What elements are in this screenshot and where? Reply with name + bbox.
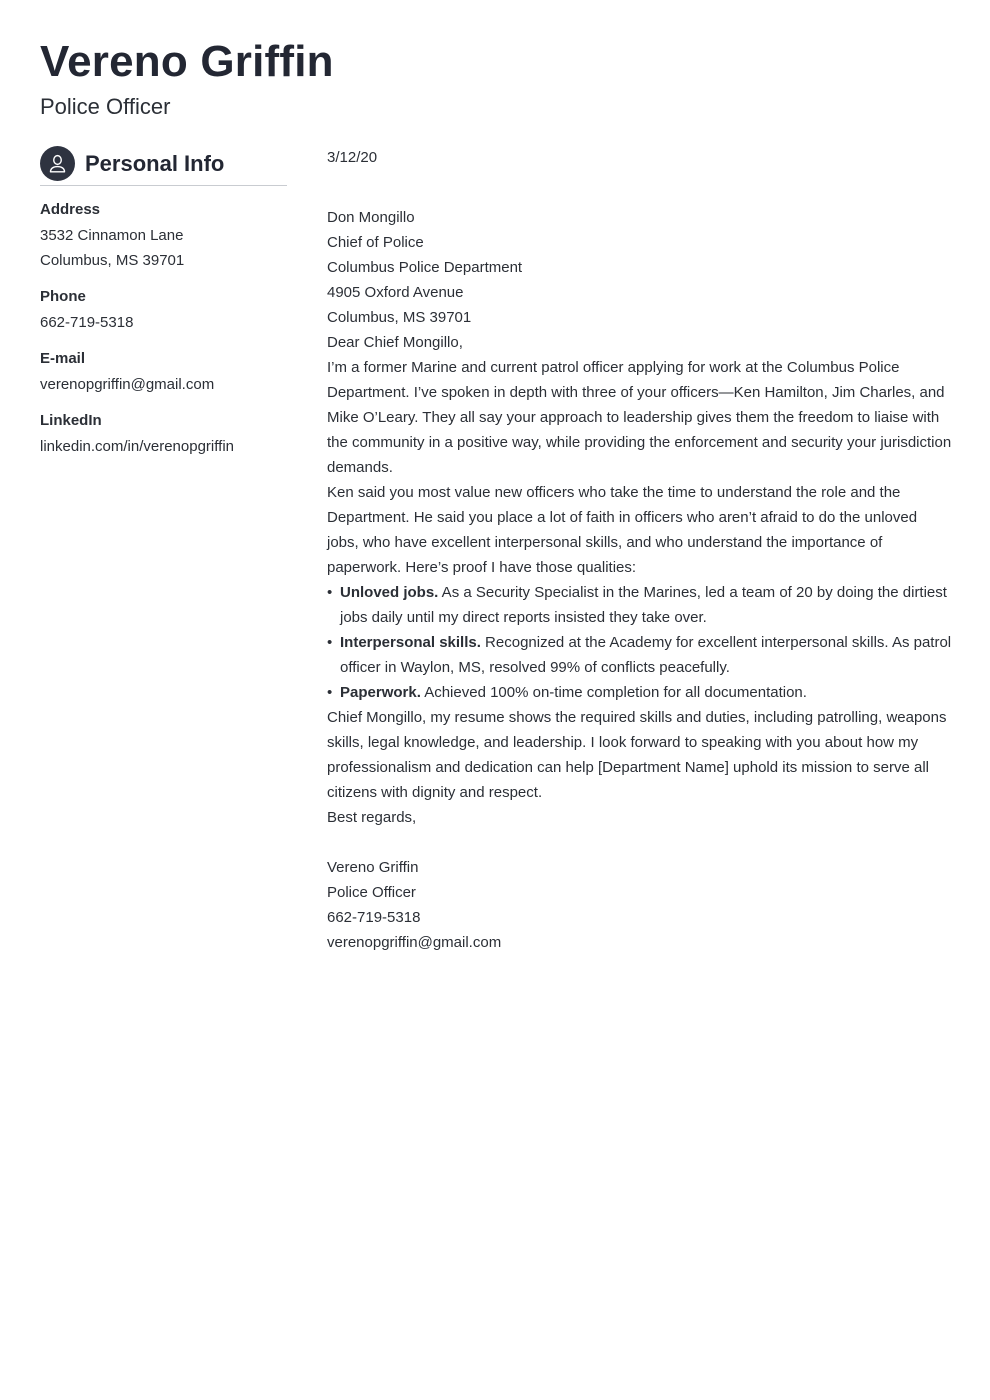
letter-date: 3/12/20 xyxy=(327,149,378,166)
section-title: Personal Info xyxy=(85,151,225,176)
paragraph-2: Ken said you most value new officers who take the time to understand the role and the Department. He said you place a lot of faith in officers who aren’t afraid to do the unloved jobs, who have excellent interpersonal skills, and who understand the importance of paperwork. Here’s proof I have those qualities: xyxy=(327,484,918,576)
address-line-1: 3532 Cinnamon Lane xyxy=(40,227,184,244)
bullet-marker: • xyxy=(327,684,333,701)
section-divider xyxy=(40,185,287,186)
salutation: Dear Chief Mongillo, xyxy=(327,334,463,351)
address-label: Address xyxy=(40,201,101,218)
phone-label: Phone xyxy=(40,288,86,305)
paragraph-1: I’m a former Marine and current patrol officer applying for work at the Columbus Police Department. I’ve spoken in depth with three of your officers—Ken Hamilton, Jim Charles, and Mike O’Leary. They all say your approach to leadership gives them the freedom to liaise with the community in a positive way, while providing the enforcement and security your jurisdiction demands. xyxy=(327,359,952,476)
bullet-marker: • xyxy=(327,584,333,601)
personal-info-heading xyxy=(40,146,287,181)
email-label: E-mail xyxy=(40,350,86,367)
address-line-2: Columbus, MS 39701 xyxy=(40,252,185,269)
recipient-name: Don Mongillo xyxy=(327,209,415,226)
recipient-organization: Columbus Police Department xyxy=(327,259,523,276)
phone-block xyxy=(40,287,287,335)
paragraph-3: Chief Mongillo, my resume shows the required skills and duties, including patrolling, weapons skills, legal knowledge, and leadership. I look forward to speaking with you about how my professionalism and dedication can help [Department Name] uphold its mission to serve all citizens with dignity and respect. xyxy=(327,709,947,801)
bullet-lead: Interpersonal skills. xyxy=(340,634,481,651)
bullet-marker: • xyxy=(327,634,333,651)
bullet-lead: Paperwork. xyxy=(340,684,421,701)
recipient-street: 4905 Oxford Avenue xyxy=(327,284,464,301)
linkedin-block xyxy=(40,411,287,459)
signature-phone: 662-719-5318 xyxy=(327,909,421,926)
person-icon xyxy=(40,146,75,181)
list-item xyxy=(327,630,952,680)
signature-name: Vereno Griffin xyxy=(327,859,419,876)
closing: Best regards, xyxy=(327,809,417,826)
recipient-city: Columbus, MS 39701 xyxy=(327,309,472,326)
qualities-list xyxy=(327,580,952,705)
email-value: verenopgriffin@gmail.com xyxy=(40,376,215,393)
linkedin-label: LinkedIn xyxy=(40,412,102,429)
signature-email: verenopgriffin@gmail.com xyxy=(327,934,502,951)
resume-header xyxy=(40,36,334,122)
candidate-name: Vereno Griffin xyxy=(40,37,334,86)
sidebar xyxy=(40,146,287,459)
bullet-lead: Unloved jobs. xyxy=(340,584,439,601)
email-block xyxy=(40,349,287,397)
recipient-title: Chief of Police xyxy=(327,234,424,251)
bullet-text: Recognized at the Academy for excellent interpersonal skills. As patrol officer in Waylon, MS, resolved 99% of conflicts peacefully. xyxy=(340,634,952,676)
bullet-text: As a Security Specialist in the Marines, led a team of 20 by doing the dirtiest jobs daily until my direct reports insisted they take over. xyxy=(340,584,947,626)
phone-value: 662-719-5318 xyxy=(40,314,134,331)
signature-block xyxy=(327,855,952,955)
list-item xyxy=(327,680,952,705)
list-item xyxy=(327,580,952,630)
bullet-text: Achieved 100% on-time completion for all documentation. xyxy=(420,684,807,701)
recipient-block xyxy=(327,205,952,330)
cover-letter-body xyxy=(327,145,952,955)
candidate-title: Police Officer xyxy=(40,94,171,119)
address-block xyxy=(40,200,287,273)
linkedin-value: linkedin.com/in/verenopgriffin xyxy=(40,438,234,455)
signature-title: Police Officer xyxy=(327,884,416,901)
